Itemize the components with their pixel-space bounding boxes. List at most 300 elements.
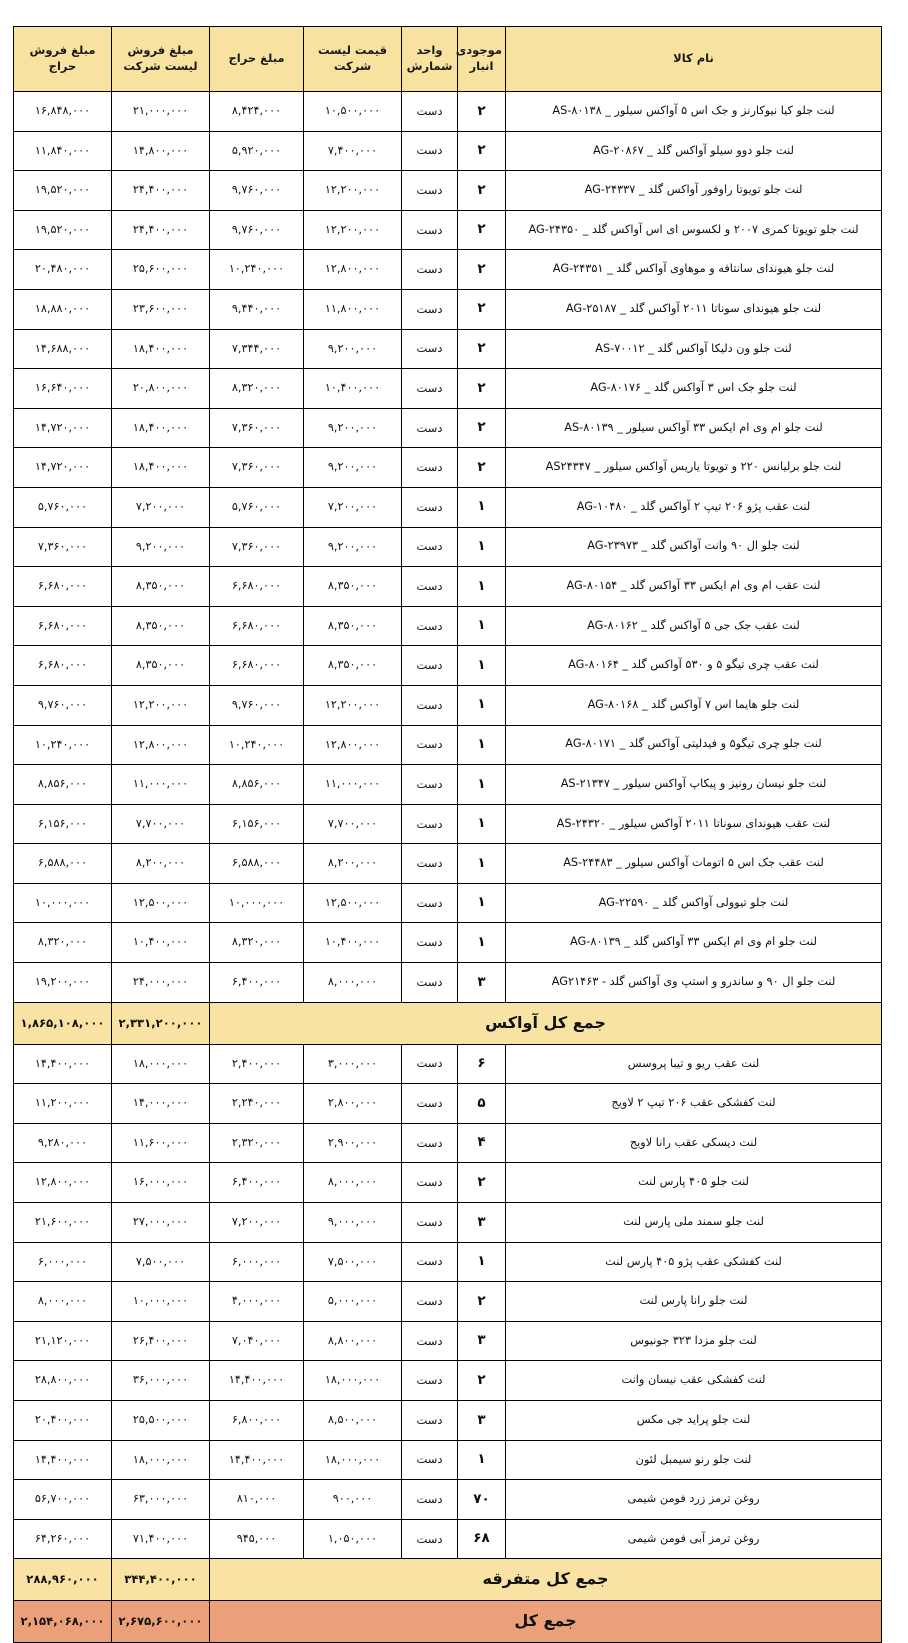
cell-list-price: ۹,۲۰۰,۰۰۰ xyxy=(304,329,402,369)
cell-auction-sale-total: ۱۹,۵۲۰,۰۰۰ xyxy=(14,210,112,250)
cell-list-price: ۸,۳۵۰,۰۰۰ xyxy=(304,606,402,646)
table-row xyxy=(14,963,882,1003)
cell-auction-price: ۴,۰۰۰,۰۰۰ xyxy=(210,1282,304,1322)
cell-list-sale-total: ۲۷,۰۰۰,۰۰۰ xyxy=(112,1203,210,1243)
cell-auction-sale-total: ۱۰,۰۰۰,۰۰۰ xyxy=(14,883,112,923)
cell-stock-quantity: ۲ xyxy=(458,369,506,409)
cell-list-price: ۹,۰۰۰,۰۰۰ xyxy=(304,1203,402,1243)
subtotal-list-sale-total: ۳۴۴,۴۰۰,۰۰۰ xyxy=(112,1559,210,1601)
cell-list-price: ۱۸,۰۰۰,۰۰۰ xyxy=(304,1440,402,1480)
cell-list-sale-total: ۱۱,۰۰۰,۰۰۰ xyxy=(112,765,210,805)
cell-unit: دست xyxy=(402,1401,458,1441)
cell-auction-price: ۶,۱۵۶,۰۰۰ xyxy=(210,804,304,844)
cell-list-sale-total: ۷,۵۰۰,۰۰۰ xyxy=(112,1242,210,1282)
cell-stock-quantity: ۲ xyxy=(458,210,506,250)
cell-stock-quantity: ۲ xyxy=(458,448,506,488)
cell-auction-price: ۷,۳۶۰,۰۰۰ xyxy=(210,408,304,448)
cell-product-name: روغن ترمز آبی فومن شیمی xyxy=(506,1519,882,1559)
cell-product-name: لنت جلو تویوتا کمری ۲۰۰۷ و لکسوس ای اس آواکس گلد _ AG-۲۴۳۵۰ xyxy=(506,210,882,250)
cell-auction-price: ۹,۷۶۰,۰۰۰ xyxy=(210,210,304,250)
cell-unit: دست xyxy=(402,883,458,923)
cell-auction-sale-total: ۱۱,۸۴۰,۰۰۰ xyxy=(14,131,112,171)
cell-product-name: لنت جلو هیوندای سانتافه و موهاوی آواکس گلد _ AG-۲۴۳۵۱ xyxy=(506,250,882,290)
table-row xyxy=(14,210,882,250)
cell-product-name: لنت جلو کیا نیوکارنز و جک اس ۵ آواکس سیلور _ AS-۸۰۱۳۸ xyxy=(506,92,882,132)
cell-unit: دست xyxy=(402,765,458,805)
cell-list-price: ۱۰,۴۰۰,۰۰۰ xyxy=(304,923,402,963)
cell-list-sale-total: ۲۱,۰۰۰,۰۰۰ xyxy=(112,92,210,132)
cell-auction-sale-total: ۱۴,۴۰۰,۰۰۰ xyxy=(14,1440,112,1480)
cell-auction-price: ۶,۴۰۰,۰۰۰ xyxy=(210,963,304,1003)
cell-unit: دست xyxy=(402,923,458,963)
grand-total-auction-sale-total: ۲,۱۵۴,۰۶۸,۰۰۰ xyxy=(14,1601,112,1643)
subtotal-row xyxy=(14,1559,882,1601)
cell-auction-price: ۶,۶۸۰,۰۰۰ xyxy=(210,646,304,686)
cell-auction-price: ۸,۳۲۰,۰۰۰ xyxy=(210,923,304,963)
cell-list-price: ۱۲,۸۰۰,۰۰۰ xyxy=(304,250,402,290)
cell-auction-sale-total: ۱۶,۶۴۰,۰۰۰ xyxy=(14,369,112,409)
cell-stock-quantity: ۵ xyxy=(458,1084,506,1124)
subtotal-label: جمع کل متفرقه xyxy=(210,1559,882,1601)
cell-auction-sale-total: ۵۶,۷۰۰,۰۰۰ xyxy=(14,1480,112,1520)
cell-auction-price: ۷,۳۴۴,۰۰۰ xyxy=(210,329,304,369)
table-row xyxy=(14,606,882,646)
cell-list-sale-total: ۱۴,۰۰۰,۰۰۰ xyxy=(112,1084,210,1124)
subtotal-row xyxy=(14,1002,882,1044)
cell-list-price: ۱۱,۰۰۰,۰۰۰ xyxy=(304,765,402,805)
cell-auction-sale-total: ۸,۸۵۶,۰۰۰ xyxy=(14,765,112,805)
cell-product-name: لنت جلو ام وی ام ایکس ۳۳ آواکس سیلور _ AS-۸۰۱۳۹ xyxy=(506,408,882,448)
cell-auction-sale-total: ۶,۰۰۰,۰۰۰ xyxy=(14,1242,112,1282)
table-row xyxy=(14,1401,882,1441)
cell-stock-quantity: ۲ xyxy=(458,1163,506,1203)
cell-list-price: ۱۲,۸۰۰,۰۰۰ xyxy=(304,725,402,765)
column-header-unit: واحد شمارش xyxy=(402,27,458,92)
cell-product-name: لنت جلو تیوولی آواکس گلد _ AG-۲۲۵۹۰ xyxy=(506,883,882,923)
cell-unit: دست xyxy=(402,725,458,765)
table-row xyxy=(14,1203,882,1243)
cell-auction-sale-total: ۱۴,۶۸۸,۰۰۰ xyxy=(14,329,112,369)
cell-auction-price: ۸,۴۲۴,۰۰۰ xyxy=(210,92,304,132)
column-header-list-price: قیمت لیست شرکت xyxy=(304,27,402,92)
table-header xyxy=(14,27,882,92)
table-row xyxy=(14,1480,882,1520)
cell-product-name: لنت جلو چری تیگو۵ و فیدلیتی آواکس گلد _ AG-۸۰۱۷۱ xyxy=(506,725,882,765)
cell-unit: دست xyxy=(402,1361,458,1401)
grand-total-label: جمع کل xyxy=(210,1601,882,1643)
cell-stock-quantity: ۱ xyxy=(458,1242,506,1282)
cell-stock-quantity: ۱ xyxy=(458,923,506,963)
cell-auction-sale-total: ۱۴,۴۰۰,۰۰۰ xyxy=(14,1044,112,1084)
cell-stock-quantity: ۲ xyxy=(458,250,506,290)
cell-product-name: لنت کفشکی عقب نیسان وانت xyxy=(506,1361,882,1401)
cell-list-sale-total: ۹,۲۰۰,۰۰۰ xyxy=(112,527,210,567)
cell-auction-sale-total: ۱۴,۷۲۰,۰۰۰ xyxy=(14,448,112,488)
cell-list-sale-total: ۲۶,۴۰۰,۰۰۰ xyxy=(112,1321,210,1361)
cell-unit: دست xyxy=(402,1519,458,1559)
cell-list-sale-total: ۱۱,۶۰۰,۰۰۰ xyxy=(112,1123,210,1163)
cell-auction-price: ۹۴۵,۰۰۰ xyxy=(210,1519,304,1559)
cell-product-name: لنت عقب جک اس ۵ اتومات آواکس سیلور _ AS-۲۴۴۸۳ xyxy=(506,844,882,884)
cell-list-price: ۹,۲۰۰,۰۰۰ xyxy=(304,408,402,448)
cell-auction-sale-total: ۲۰,۴۰۰,۰۰۰ xyxy=(14,1401,112,1441)
cell-list-price: ۸,۳۵۰,۰۰۰ xyxy=(304,567,402,607)
cell-list-price: ۸,۸۰۰,۰۰۰ xyxy=(304,1321,402,1361)
cell-auction-sale-total: ۶,۵۸۸,۰۰۰ xyxy=(14,844,112,884)
cell-unit: دست xyxy=(402,92,458,132)
table-row xyxy=(14,1440,882,1480)
cell-list-price: ۹,۲۰۰,۰۰۰ xyxy=(304,448,402,488)
cell-auction-sale-total: ۹,۲۸۰,۰۰۰ xyxy=(14,1123,112,1163)
cell-auction-price: ۶,۰۰۰,۰۰۰ xyxy=(210,1242,304,1282)
cell-list-price: ۱۰,۴۰۰,۰۰۰ xyxy=(304,369,402,409)
cell-stock-quantity: ۱ xyxy=(458,646,506,686)
cell-list-sale-total: ۱۲,۲۰۰,۰۰۰ xyxy=(112,685,210,725)
cell-list-sale-total: ۸,۳۵۰,۰۰۰ xyxy=(112,646,210,686)
cell-stock-quantity: ۱ xyxy=(458,527,506,567)
cell-product-name: لنت دیسکی عقب رانا لاویج xyxy=(506,1123,882,1163)
cell-unit: دست xyxy=(402,487,458,527)
cell-product-name: لنت جلو تویوتا راوفور آواکس گلد _ AG-۲۴۳۳۷ xyxy=(506,171,882,211)
table-row xyxy=(14,487,882,527)
cell-unit: دست xyxy=(402,1123,458,1163)
cell-unit: دست xyxy=(402,448,458,488)
table-row xyxy=(14,369,882,409)
cell-auction-sale-total: ۶۴,۲۶۰,۰۰۰ xyxy=(14,1519,112,1559)
grand-total-row xyxy=(14,1601,882,1643)
cell-auction-sale-total: ۱۲,۸۰۰,۰۰۰ xyxy=(14,1163,112,1203)
table-row xyxy=(14,1123,882,1163)
table-row xyxy=(14,844,882,884)
subtotal-auction-sale-total: ۱,۸۶۵,۱۰۸,۰۰۰ xyxy=(14,1002,112,1044)
cell-stock-quantity: ۱ xyxy=(458,487,506,527)
cell-auction-sale-total: ۱۱,۲۰۰,۰۰۰ xyxy=(14,1084,112,1124)
cell-stock-quantity: ۴ xyxy=(458,1123,506,1163)
cell-stock-quantity: ۲ xyxy=(458,1361,506,1401)
cell-product-name: لنت عقب چری تیگو ۵ و ۵۳۰ آواکس گلد _ AG-۸۰۱۶۴ xyxy=(506,646,882,686)
cell-auction-price: ۱۰,۲۴۰,۰۰۰ xyxy=(210,250,304,290)
cell-unit: دست xyxy=(402,131,458,171)
cell-product-name: لنت جلو ام وی ام ایکس ۳۳ آواکس گلد _ AG-۸۰۱۳۹ xyxy=(506,923,882,963)
cell-product-name: لنت جلو نیسان رونیز و پیکاپ آواکس سیلور _ AS-۲۱۳۴۷ xyxy=(506,765,882,805)
cell-unit: دست xyxy=(402,250,458,290)
cell-auction-sale-total: ۱۹,۵۲۰,۰۰۰ xyxy=(14,171,112,211)
cell-list-sale-total: ۱۸,۴۰۰,۰۰۰ xyxy=(112,408,210,448)
cell-list-sale-total: ۱۸,۰۰۰,۰۰۰ xyxy=(112,1440,210,1480)
cell-unit: دست xyxy=(402,329,458,369)
table-row xyxy=(14,923,882,963)
cell-list-sale-total: ۷,۲۰۰,۰۰۰ xyxy=(112,487,210,527)
table-row xyxy=(14,1084,882,1124)
cell-stock-quantity: ۶۸ xyxy=(458,1519,506,1559)
cell-auction-price: ۲,۳۲۰,۰۰۰ xyxy=(210,1123,304,1163)
cell-product-name: لنت عقب ریو و تیبا پروسس xyxy=(506,1044,882,1084)
cell-auction-sale-total: ۱۹,۲۰۰,۰۰۰ xyxy=(14,963,112,1003)
cell-list-sale-total: ۱۲,۸۰۰,۰۰۰ xyxy=(112,725,210,765)
cell-unit: دست xyxy=(402,1480,458,1520)
header-row xyxy=(14,27,882,92)
cell-auction-price: ۹,۷۶۰,۰۰۰ xyxy=(210,685,304,725)
cell-auction-price: ۷,۰۴۰,۰۰۰ xyxy=(210,1321,304,1361)
cell-list-price: ۱,۰۵۰,۰۰۰ xyxy=(304,1519,402,1559)
cell-list-sale-total: ۲۵,۵۰۰,۰۰۰ xyxy=(112,1401,210,1441)
column-header-stock: موجودی انبار xyxy=(458,27,506,92)
cell-stock-quantity: ۲ xyxy=(458,171,506,211)
cell-product-name: لنت کفشکی عقب ۲۰۶ تیپ ۲ لاویج xyxy=(506,1084,882,1124)
cell-auction-price: ۷,۳۶۰,۰۰۰ xyxy=(210,527,304,567)
cell-list-sale-total: ۶۳,۰۰۰,۰۰۰ xyxy=(112,1480,210,1520)
cell-list-price: ۱۰,۵۰۰,۰۰۰ xyxy=(304,92,402,132)
cell-list-price: ۸,۲۰۰,۰۰۰ xyxy=(304,844,402,884)
table-row xyxy=(14,250,882,290)
cell-auction-price: ۱۰,۲۴۰,۰۰۰ xyxy=(210,725,304,765)
cell-stock-quantity: ۱ xyxy=(458,685,506,725)
cell-product-name: لنت جلو ال ۹۰ وانت آواکس گلد _ AG-۲۳۹۷۳ xyxy=(506,527,882,567)
subtotal-label: جمع کل آواکس xyxy=(210,1002,882,1044)
cell-stock-quantity: ۳ xyxy=(458,1203,506,1243)
cell-auction-sale-total: ۶,۶۸۰,۰۰۰ xyxy=(14,606,112,646)
cell-unit: دست xyxy=(402,1084,458,1124)
cell-list-sale-total: ۲۴,۴۰۰,۰۰۰ xyxy=(112,171,210,211)
cell-product-name: لنت جلو جک اس ۳ آواکس گلد _ AG-۸۰۱۷۶ xyxy=(506,369,882,409)
cell-auction-sale-total: ۱۶,۸۴۸,۰۰۰ xyxy=(14,92,112,132)
cell-auction-sale-total: ۵,۷۶۰,۰۰۰ xyxy=(14,487,112,527)
table-row xyxy=(14,448,882,488)
auction-price-table xyxy=(13,26,882,1643)
cell-auction-price: ۶,۶۸۰,۰۰۰ xyxy=(210,606,304,646)
cell-list-sale-total: ۸,۳۵۰,۰۰۰ xyxy=(112,606,210,646)
cell-unit: دست xyxy=(402,844,458,884)
cell-auction-price: ۶,۴۰۰,۰۰۰ xyxy=(210,1163,304,1203)
cell-auction-price: ۲,۴۰۰,۰۰۰ xyxy=(210,1044,304,1084)
cell-unit: دست xyxy=(402,369,458,409)
cell-stock-quantity: ۱ xyxy=(458,765,506,805)
cell-auction-sale-total: ۹,۷۶۰,۰۰۰ xyxy=(14,685,112,725)
table-row xyxy=(14,685,882,725)
cell-product-name: لنت جلو برلیانس ۲۲۰ و تویوتا یاریس آواکس سیلور _ AS۲۴۳۴۷ xyxy=(506,448,882,488)
cell-list-price: ۲,۸۰۰,۰۰۰ xyxy=(304,1084,402,1124)
cell-unit: دست xyxy=(402,210,458,250)
table-row xyxy=(14,1519,882,1559)
table-row xyxy=(14,1361,882,1401)
cell-stock-quantity: ۱ xyxy=(458,804,506,844)
cell-list-price: ۸,۰۰۰,۰۰۰ xyxy=(304,1163,402,1203)
cell-auction-price: ۵,۷۶۰,۰۰۰ xyxy=(210,487,304,527)
cell-list-sale-total: ۲۰,۸۰۰,۰۰۰ xyxy=(112,369,210,409)
cell-unit: دست xyxy=(402,1282,458,1322)
cell-product-name: لنت جلو سمند ملی پارس لنت xyxy=(506,1203,882,1243)
cell-unit: دست xyxy=(402,171,458,211)
cell-product-name: لنت جلو ال ۹۰ و ساندرو و استپ وی آواکس گلد - AG۲۱۴۶۳ xyxy=(506,963,882,1003)
cell-auction-price: ۵,۹۲۰,۰۰۰ xyxy=(210,131,304,171)
table-row xyxy=(14,131,882,171)
cell-stock-quantity: ۲ xyxy=(458,408,506,448)
table-row xyxy=(14,527,882,567)
cell-product-name: لنت جلو پراید جی مکس xyxy=(506,1401,882,1441)
table-body xyxy=(14,92,882,1643)
cell-list-price: ۱۲,۲۰۰,۰۰۰ xyxy=(304,171,402,211)
cell-list-sale-total: ۲۳,۶۰۰,۰۰۰ xyxy=(112,289,210,329)
cell-auction-price: ۹,۴۴۰,۰۰۰ xyxy=(210,289,304,329)
cell-unit: دست xyxy=(402,685,458,725)
cell-unit: دست xyxy=(402,606,458,646)
cell-product-name: لنت جلو هایما اس ۷ آواکس گلد _ AG-۸۰۱۶۸ xyxy=(506,685,882,725)
cell-list-price: ۹,۲۰۰,۰۰۰ xyxy=(304,527,402,567)
subtotal-auction-sale-total: ۲۸۸,۹۶۰,۰۰۰ xyxy=(14,1559,112,1601)
cell-stock-quantity: ۳ xyxy=(458,963,506,1003)
table-row xyxy=(14,289,882,329)
table-row xyxy=(14,1282,882,1322)
cell-auction-sale-total: ۲۰,۴۸۰,۰۰۰ xyxy=(14,250,112,290)
cell-product-name: لنت جلو هیوندای سوناتا ۲۰۱۱ آواکس گلد _ AG-۲۵۱۸۷ xyxy=(506,289,882,329)
cell-unit: دست xyxy=(402,804,458,844)
cell-list-sale-total: ۷,۷۰۰,۰۰۰ xyxy=(112,804,210,844)
cell-auction-sale-total: ۲۱,۶۰۰,۰۰۰ xyxy=(14,1203,112,1243)
cell-list-price: ۱۲,۵۰۰,۰۰۰ xyxy=(304,883,402,923)
table-row xyxy=(14,567,882,607)
cell-unit: دست xyxy=(402,289,458,329)
cell-product-name: روغن ترمز زرد فومن شیمی xyxy=(506,1480,882,1520)
table-row xyxy=(14,725,882,765)
cell-list-price: ۱۱,۸۰۰,۰۰۰ xyxy=(304,289,402,329)
cell-list-price: ۱۸,۰۰۰,۰۰۰ xyxy=(304,1361,402,1401)
cell-auction-sale-total: ۸,۰۰۰,۰۰۰ xyxy=(14,1282,112,1322)
cell-list-sale-total: ۱۸,۴۰۰,۰۰۰ xyxy=(112,329,210,369)
cell-list-price: ۷,۲۰۰,۰۰۰ xyxy=(304,487,402,527)
cell-stock-quantity: ۶ xyxy=(458,1044,506,1084)
table-row xyxy=(14,1163,882,1203)
cell-product-name: لنت جلو مزدا ۳۲۳ جونیوس xyxy=(506,1321,882,1361)
cell-product-name: لنت جلو رانا پارس لنت xyxy=(506,1282,882,1322)
cell-list-price: ۳,۰۰۰,۰۰۰ xyxy=(304,1044,402,1084)
cell-stock-quantity: ۱ xyxy=(458,844,506,884)
cell-list-sale-total: ۱۸,۴۰۰,۰۰۰ xyxy=(112,448,210,488)
table-row xyxy=(14,765,882,805)
cell-auction-price: ۱۰,۰۰۰,۰۰۰ xyxy=(210,883,304,923)
cell-product-name: لنت عقب پژو ۲۰۶ تیپ ۲ آواکس گلد _ AG-۱۰۴۸۰ xyxy=(506,487,882,527)
cell-unit: دست xyxy=(402,1044,458,1084)
cell-list-price: ۷,۴۰۰,۰۰۰ xyxy=(304,131,402,171)
cell-auction-sale-total: ۶,۶۸۰,۰۰۰ xyxy=(14,646,112,686)
cell-stock-quantity: ۱ xyxy=(458,1440,506,1480)
table-row xyxy=(14,1044,882,1084)
cell-list-sale-total: ۲۴,۴۰۰,۰۰۰ xyxy=(112,210,210,250)
subtotal-list-sale-total: ۲,۳۳۱,۲۰۰,۰۰۰ xyxy=(112,1002,210,1044)
cell-list-sale-total: ۱۶,۰۰۰,۰۰۰ xyxy=(112,1163,210,1203)
cell-auction-sale-total: ۸,۳۲۰,۰۰۰ xyxy=(14,923,112,963)
cell-list-sale-total: ۷۱,۴۰۰,۰۰۰ xyxy=(112,1519,210,1559)
cell-auction-sale-total: ۱۴,۷۲۰,۰۰۰ xyxy=(14,408,112,448)
table-row xyxy=(14,408,882,448)
cell-auction-price: ۶,۸۰۰,۰۰۰ xyxy=(210,1401,304,1441)
cell-unit: دست xyxy=(402,567,458,607)
cell-list-sale-total: ۲۴,۰۰۰,۰۰۰ xyxy=(112,963,210,1003)
cell-unit: دست xyxy=(402,646,458,686)
cell-unit: دست xyxy=(402,1321,458,1361)
cell-stock-quantity: ۲ xyxy=(458,1282,506,1322)
cell-auction-sale-total: ۲۸,۸۰۰,۰۰۰ xyxy=(14,1361,112,1401)
cell-unit: دست xyxy=(402,408,458,448)
column-header-auction-sale-total: مبلغ فروش حراج xyxy=(14,27,112,92)
cell-list-sale-total: ۳۶,۰۰۰,۰۰۰ xyxy=(112,1361,210,1401)
cell-stock-quantity: ۲ xyxy=(458,289,506,329)
cell-list-price: ۹۰۰,۰۰۰ xyxy=(304,1480,402,1520)
cell-list-price: ۸,۵۰۰,۰۰۰ xyxy=(304,1401,402,1441)
cell-auction-price: ۷,۳۶۰,۰۰۰ xyxy=(210,448,304,488)
column-header-auction-price: مبلغ حراج xyxy=(210,27,304,92)
cell-list-sale-total: ۱۲,۵۰۰,۰۰۰ xyxy=(112,883,210,923)
cell-list-price: ۱۲,۲۰۰,۰۰۰ xyxy=(304,685,402,725)
cell-auction-sale-total: ۶,۱۵۶,۰۰۰ xyxy=(14,804,112,844)
cell-auction-sale-total: ۱۰,۲۴۰,۰۰۰ xyxy=(14,725,112,765)
cell-product-name: لنت جلو ۴۰۵ پارس لنت xyxy=(506,1163,882,1203)
cell-auction-price: ۶,۶۸۰,۰۰۰ xyxy=(210,567,304,607)
cell-auction-price: ۱۴,۴۰۰,۰۰۰ xyxy=(210,1361,304,1401)
cell-list-price: ۸,۰۰۰,۰۰۰ xyxy=(304,963,402,1003)
cell-list-price: ۲,۹۰۰,۰۰۰ xyxy=(304,1123,402,1163)
cell-auction-sale-total: ۱۸,۸۸۰,۰۰۰ xyxy=(14,289,112,329)
cell-list-sale-total: ۱۸,۰۰۰,۰۰۰ xyxy=(112,1044,210,1084)
cell-auction-price: ۶,۵۸۸,۰۰۰ xyxy=(210,844,304,884)
cell-product-name: لنت عقب جک جی ۵ آواکس گلد _ AG-۸۰۱۶۲ xyxy=(506,606,882,646)
cell-product-name: لنت کفشکی عقب پژو ۴۰۵ پارس لنت xyxy=(506,1242,882,1282)
cell-list-price: ۷,۵۰۰,۰۰۰ xyxy=(304,1242,402,1282)
table-row xyxy=(14,329,882,369)
table-row xyxy=(14,171,882,211)
cell-product-name: لنت جلو رنو سیمبل لئون xyxy=(506,1440,882,1480)
cell-auction-sale-total: ۲۱,۱۲۰,۰۰۰ xyxy=(14,1321,112,1361)
cell-list-sale-total: ۱۰,۴۰۰,۰۰۰ xyxy=(112,923,210,963)
cell-auction-price: ۸,۳۲۰,۰۰۰ xyxy=(210,369,304,409)
cell-auction-price: ۷,۲۰۰,۰۰۰ xyxy=(210,1203,304,1243)
cell-stock-quantity: ۱ xyxy=(458,883,506,923)
cell-list-sale-total: ۱۰,۰۰۰,۰۰۰ xyxy=(112,1282,210,1322)
cell-product-name: لنت جلو ون دلیکا آواکس گلد _ AS-۷۰۰۱۲ xyxy=(506,329,882,369)
cell-auction-price: ۲,۲۴۰,۰۰۰ xyxy=(210,1084,304,1124)
cell-list-sale-total: ۸,۲۰۰,۰۰۰ xyxy=(112,844,210,884)
column-header-list-sale-total: مبلغ فروش لیست شرکت xyxy=(112,27,210,92)
cell-stock-quantity: ۲ xyxy=(458,329,506,369)
cell-stock-quantity: ۲ xyxy=(458,131,506,171)
cell-stock-quantity: ۱ xyxy=(458,606,506,646)
cell-unit: دست xyxy=(402,527,458,567)
cell-list-sale-total: ۱۴,۸۰۰,۰۰۰ xyxy=(112,131,210,171)
table-row xyxy=(14,804,882,844)
cell-unit: دست xyxy=(402,1203,458,1243)
cell-unit: دست xyxy=(402,963,458,1003)
cell-unit: دست xyxy=(402,1163,458,1203)
cell-list-price: ۵,۰۰۰,۰۰۰ xyxy=(304,1282,402,1322)
cell-stock-quantity: ۱ xyxy=(458,567,506,607)
cell-list-sale-total: ۸,۳۵۰,۰۰۰ xyxy=(112,567,210,607)
cell-auction-price: ۸۱۰,۰۰۰ xyxy=(210,1480,304,1520)
table-row xyxy=(14,92,882,132)
column-header-product-name: نام کالا xyxy=(506,27,882,92)
cell-list-price: ۱۲,۲۰۰,۰۰۰ xyxy=(304,210,402,250)
cell-stock-quantity: ۲ xyxy=(458,92,506,132)
cell-auction-price: ۱۴,۴۰۰,۰۰۰ xyxy=(210,1440,304,1480)
cell-unit: دست xyxy=(402,1242,458,1282)
cell-list-price: ۸,۳۵۰,۰۰۰ xyxy=(304,646,402,686)
table-row xyxy=(14,1242,882,1282)
cell-product-name: لنت عقب هیوندای سوناتا ۲۰۱۱ آواکس سیلور _ AS-۲۴۳۲۰ xyxy=(506,804,882,844)
cell-auction-price: ۸,۸۵۶,۰۰۰ xyxy=(210,765,304,805)
cell-list-price: ۷,۷۰۰,۰۰۰ xyxy=(304,804,402,844)
table-row xyxy=(14,1321,882,1361)
cell-stock-quantity: ۳ xyxy=(458,1401,506,1441)
cell-product-name: لنت جلو دوو سیلو آواکس گلد _ AG-۲۰۸۶۷ xyxy=(506,131,882,171)
cell-stock-quantity: ۳ xyxy=(458,1321,506,1361)
